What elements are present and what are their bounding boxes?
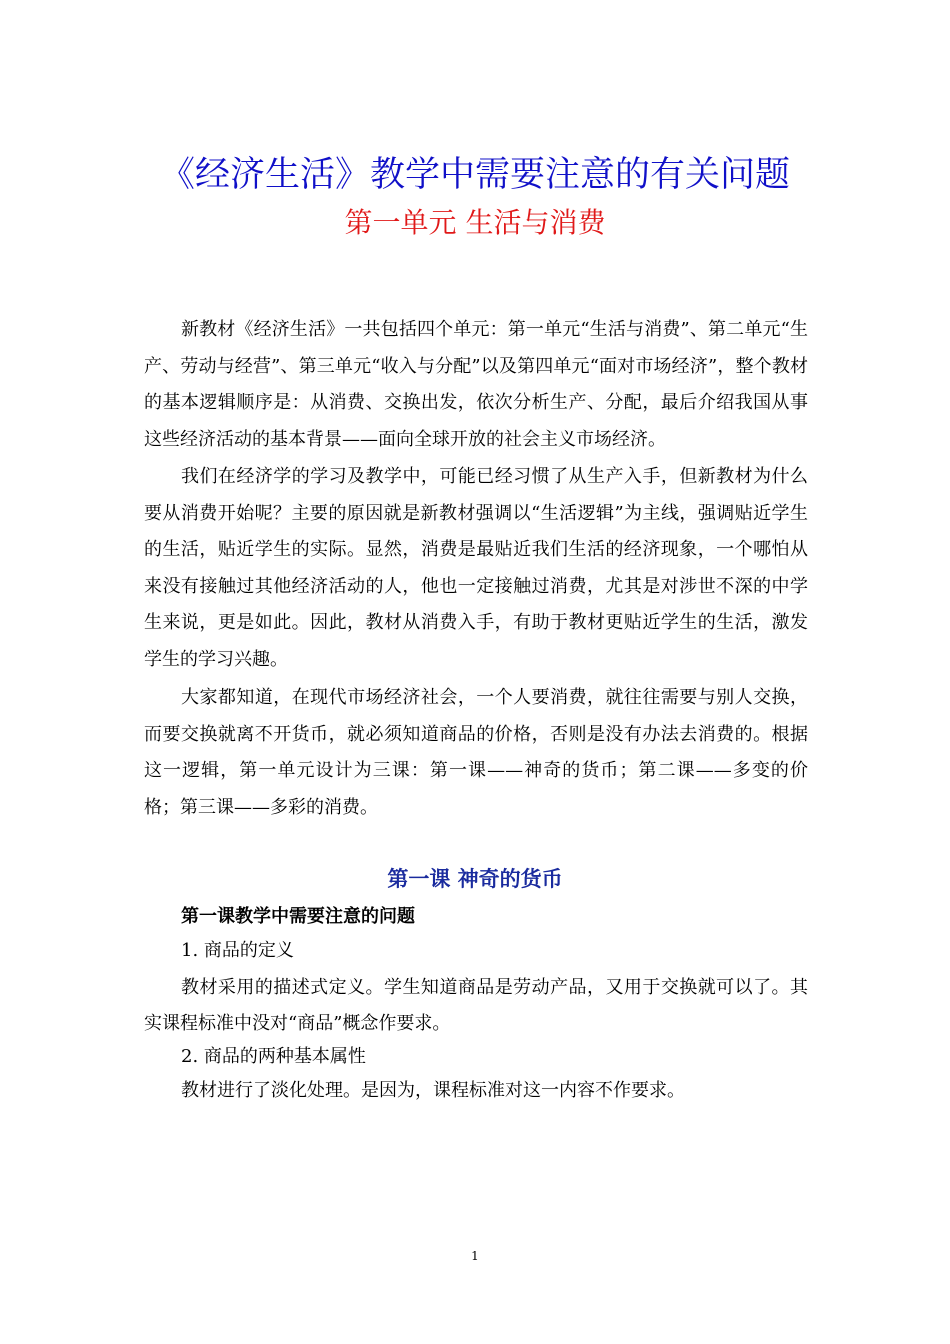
section-heading: 第一课教学中需要注意的问题 xyxy=(181,906,415,927)
item-2-body: 教材进行了淡化处理。是因为，课程标准对这一内容不作要求。 xyxy=(181,1080,685,1101)
item-1-title: 1. 商品的定义 xyxy=(181,940,294,961)
unit-subtitle: 第一单元 生活与消费 xyxy=(344,206,606,239)
reason-paragraph: 我们在经济学的学习及教学中，可能已经习惯了从生产入手，但新教材为什么要从消费开始呢？主要的原因就是新教材强调以“生活逻辑”为主线，强调贴近学生的生活，贴近学生的实际。显然，消费是最贴近我们生活的经济现象，一个哪怕从来没有接触过其他经济活动的人，他也一定接触过消费，尤其是对涉世不深的中学生来说，更是如此。因此，教材从消费入手，有助于教材更贴近学生的生活，激发学生的学习兴趣。 xyxy=(144,466,808,670)
structure-paragraph: 大家都知道，在现代市场经济社会，一个人要消费，就往往需要与别人交换，而要交换就离不开货币，就必须知道商品的价格，否则是没有办法去消费的。根据这一逻辑，第一单元设计为三课：第一课——神奇的货币；第二课——多变的价格；第三课——多彩的消费。 xyxy=(144,687,808,818)
intro-paragraph: 新教材《经济生活》一共包括四个单元：第一单元“生活与消费”、第二单元“生产、劳动与经营”、第三单元“收入与分配”以及第四单元“面对市场经济”，整个教材的基本逻辑顺序是：从消费、交换出发，依次分析生产、分配，最后介绍我国从事这些经济活动的基本背景——面向全球开放的社会主义市场经济。 xyxy=(144,319,808,450)
page-number: 1 xyxy=(471,1249,479,1263)
item-2-title: 2. 商品的两种基本属性 xyxy=(181,1046,366,1067)
lesson-heading: 第一课 神奇的货币 xyxy=(387,867,563,891)
document-title: 《经济生活》教学中需要注意的有关问题 xyxy=(159,155,790,195)
item-1-body: 教材采用的描述式定义。学生知道商品是劳动产品，又用于交换就可以了。其实课程标准中没对“商品”概念作要求。 xyxy=(144,977,808,1034)
